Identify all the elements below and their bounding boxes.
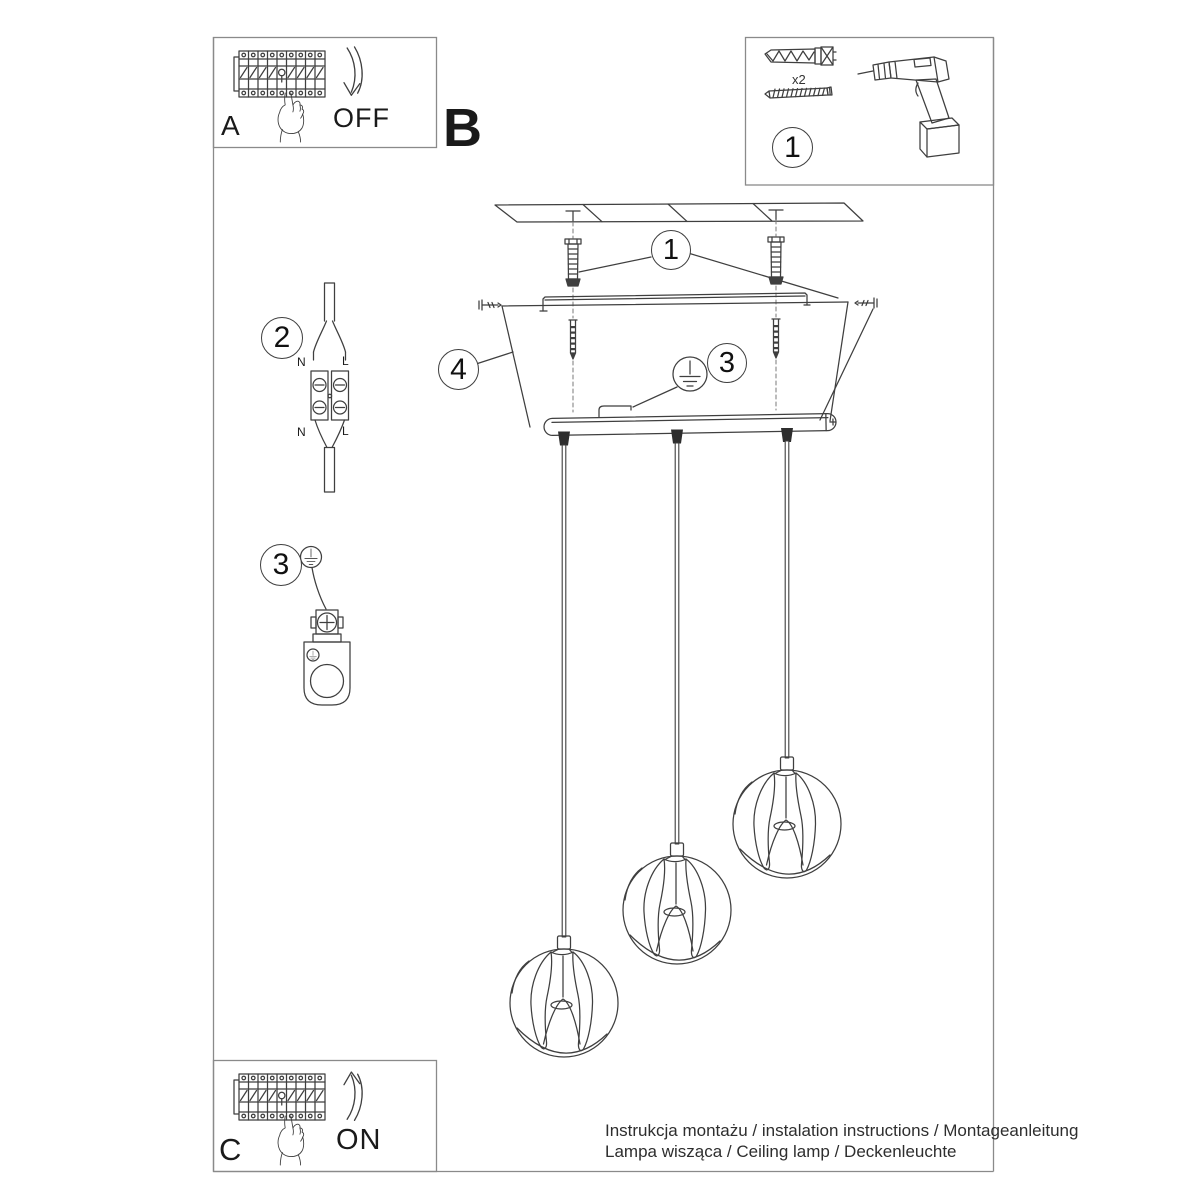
ceiling-plate <box>495 203 863 222</box>
side-screw-icon <box>479 300 501 310</box>
off-label: OFF <box>333 103 390 133</box>
canopy-callout: 4 <box>438 349 479 390</box>
section-b-label: B <box>443 98 482 158</box>
wall-plug-icon <box>768 237 784 284</box>
wall-plug-icon <box>565 239 581 286</box>
footer-product-line: Lampa wisząca / Ceiling lamp / Deckenleuchte <box>605 1142 957 1161</box>
arrow-up-icon <box>344 1072 362 1120</box>
wire-label-l-top: L <box>342 354 349 368</box>
terminal-block-wiring <box>311 283 349 492</box>
screw-icon <box>765 87 832 98</box>
on-label: ON <box>336 1124 382 1156</box>
screw-leader-line <box>820 309 873 420</box>
ground-symbol-icon <box>599 357 707 417</box>
pendant-lamp-icon <box>510 936 618 1057</box>
wiring-callout: 2 <box>261 317 303 359</box>
mounting-screw-icon <box>772 319 780 358</box>
arrow-down-icon <box>344 47 362 95</box>
side-screw-icon <box>855 298 877 308</box>
drill-icon <box>858 57 959 157</box>
page-frame <box>214 37 994 1172</box>
ground-terminal-step <box>301 547 351 706</box>
suspension-cables <box>562 441 789 937</box>
pointing-hand-icon <box>278 93 304 142</box>
anchor-quantity-label: x2 <box>792 72 806 87</box>
mounting-bracket <box>540 293 810 311</box>
canopy-ground-callout: 3 <box>707 343 747 383</box>
mounting-screw-icon <box>569 320 577 359</box>
pendant-lamp-icon <box>623 843 731 964</box>
wire-label-l-bottom: L <box>342 424 349 438</box>
canopy-outline <box>502 302 848 427</box>
wall-plug-icon <box>765 47 836 65</box>
anchors-leader-lines <box>579 253 838 298</box>
wire-label-n-top: N <box>297 355 306 369</box>
ground-step-callout: 3 <box>260 544 302 586</box>
tools-callout: 1 <box>772 127 813 168</box>
canopy-leader-line <box>476 352 513 364</box>
footer-instructions-line: Instrukcja montażu / instalation instructions / Montageanleitung <box>605 1121 1079 1140</box>
pointing-hand-icon <box>278 1116 304 1165</box>
section-a-label: A <box>221 110 240 141</box>
anchors-callout: 1 <box>651 230 691 270</box>
section-c-label: C <box>219 1132 242 1167</box>
pendant-lamp-icon <box>733 757 841 878</box>
wire-label-n-bottom: N <box>297 425 306 439</box>
